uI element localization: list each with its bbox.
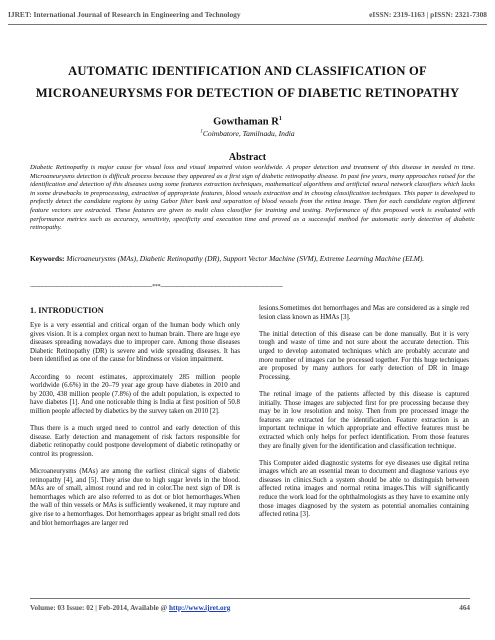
footer-rule (30, 598, 470, 599)
keywords-text: Microaneurysms (MAs), Diabetic Retinopathy (DR), Support Vector Machine (SVM), Extreme Learning Machine (ELM). (64, 254, 425, 263)
footer-volume: Volume: 03 Issue: 02 | Feb-2014, Available @ (30, 604, 170, 612)
page-number: 464 (459, 604, 470, 612)
affiliation-sup: 1 (200, 129, 203, 135)
right-column (259, 305, 469, 528)
paragraph: Microaneurysms (MAs) are among the earliest clinical signs of diabetic retinopathy [4], and [5]. They arise due to high sugar levels in the blood. MAs are of small, almost round and red in color.The next sign of DR is hemorrhages which are also referred to as dot or blot hemorrhages.When the wall of thin vessels or MAs is sufficiently weakened, it may rupture and give rise to a hemorrhages. Dot hemorrhages appear as bright small red dots and blot hemorrhages are larger red (30, 468, 240, 527)
abstract-heading: Abstract (228, 152, 267, 163)
left-column (30, 306, 240, 537)
author-sup: 1 (278, 116, 282, 122)
title-line-1: AUTOMATIC IDENTIFICATION AND CLASSIFICATION OF (68, 64, 427, 78)
paragraph: The retinal image of the patients affected by this disease is captured initially. Those images are subjected first for pre processing because they may be in low resolution and noisy. Then from pre processed image the features are extracted for the identification. Feature extraction is an important technique in which appropriate and effective features must be extracted which only helps for perfect identification. From those features they are finally given for the identification and classification technique. (259, 390, 469, 450)
keywords-label: Keywords: (30, 254, 65, 263)
paragraph: The initial detection of this disease can be done manually. But it is very tough and waste of time and not sure about the accurate detection. This urged to develop automated techniques which are probably accurate and more number of images can be processed together. For this huge techniques are proposed by many authors for early detection of DR in Image Processing. (259, 330, 469, 381)
abstract-text: Diabetic Retinopathy is major cause for visual loss and visual impaired vision worldwide. A proper detection and treatment of this disease in needed in time. Microaneurysms detection is difficult process because they appeared as a first sign of diabetic retinopathy disease. In past few years, many approaches raised for the identification and detection of this diseases using some features extraction techniques, mathematical algorithms and artificial neural network classifiers which lacks in some drawbacks in preprocessing, extraction of appropriate features, blood vessels extraction and in chosing classification techniques. This paper is developed to prefectly detect the candidate regions by using Gabor filter bank and separation of blood vessels from the retina image. Then for each candidate region different feature vectors are extracted. These features are given to multi class classifier for training and testing. Performance of this proposed work is evaluated with performance metrics such as accuracy, sensitivity, specificity and execution time and proved as a successful method for automatic early detection of diabetic retinopathy. (30, 164, 475, 232)
paper-title (20, 60, 475, 104)
footer-left (30, 604, 230, 612)
affiliation-text: Coimbatore, Tamilnadu, India (202, 129, 295, 138)
page-footer (30, 604, 470, 612)
keywords (30, 252, 470, 266)
author (0, 116, 495, 128)
author-name: Gowthaman R (213, 116, 279, 128)
paragraph: lesions.Sometimes dot hemorrhages and Mas are considered as a single red lesion class known as HMAs [3]. (259, 305, 469, 321)
journal-name: IJRET: International Journal of Research in Engineering and Technology (8, 10, 241, 19)
section-divider: ------------------------------------------------------------------------***------------------------------------------------------------------------ (30, 284, 283, 290)
title-line-2: MICROANEURYSMS FOR DETECTION OF DIABETIC RETINOPATHY (35, 86, 460, 100)
section-heading-introduction: 1. INTRODUCTION (30, 306, 104, 315)
paragraph: According to recent estimates, approximately 285 million people worldwide (6.6%) in the 20–79 year age group have diabetes in 2010 and by 2030, 438 million people (7.8%) of the adult population, is expected to have diabetes [1]. And one noticeable thing is India at first position of 50.8 million people affected by diabetics by the survey taken on 2010 [2]. (30, 373, 240, 415)
header-rule (8, 24, 487, 25)
footer-link[interactable]: http://www.ijret.org (169, 604, 231, 612)
paragraph: Thus there is a much urged need to control and early detection of this disease. Early detection and management of risk factors responsible for diabetic retinopathy could postpone development of diabetic retinopathy or control its progression. (30, 425, 240, 458)
affiliation (0, 129, 495, 138)
issn-text: eISSN: 2319-1163 | pISSN: 2321-7308 (369, 10, 487, 19)
journal-header (8, 10, 487, 19)
paragraph: Eye is a very essential and critical organ of the human body which only gives vision. It is a complex organ next to human brain. There are huge eye diseases spreading nowadays due to improper care. Among those diseases Diabetic Retinopathy (DR) is severe and wide spreading diseases. It has been identified as one of the cause for blindness or vision impairment. (30, 322, 240, 364)
paragraph: This Computer aided diagnostic systems for eye diseases use digital retina images which are an essential mean to document and diagnose various eye diseases in clinics.Such a system should be able to distinguish between affected retina images and normal retina images.This will significantly reduce the work load for the ophthalmologists as they have to examine only those images diagnosed by the system as potential anomalies containing affected retina [3]. (259, 459, 469, 519)
